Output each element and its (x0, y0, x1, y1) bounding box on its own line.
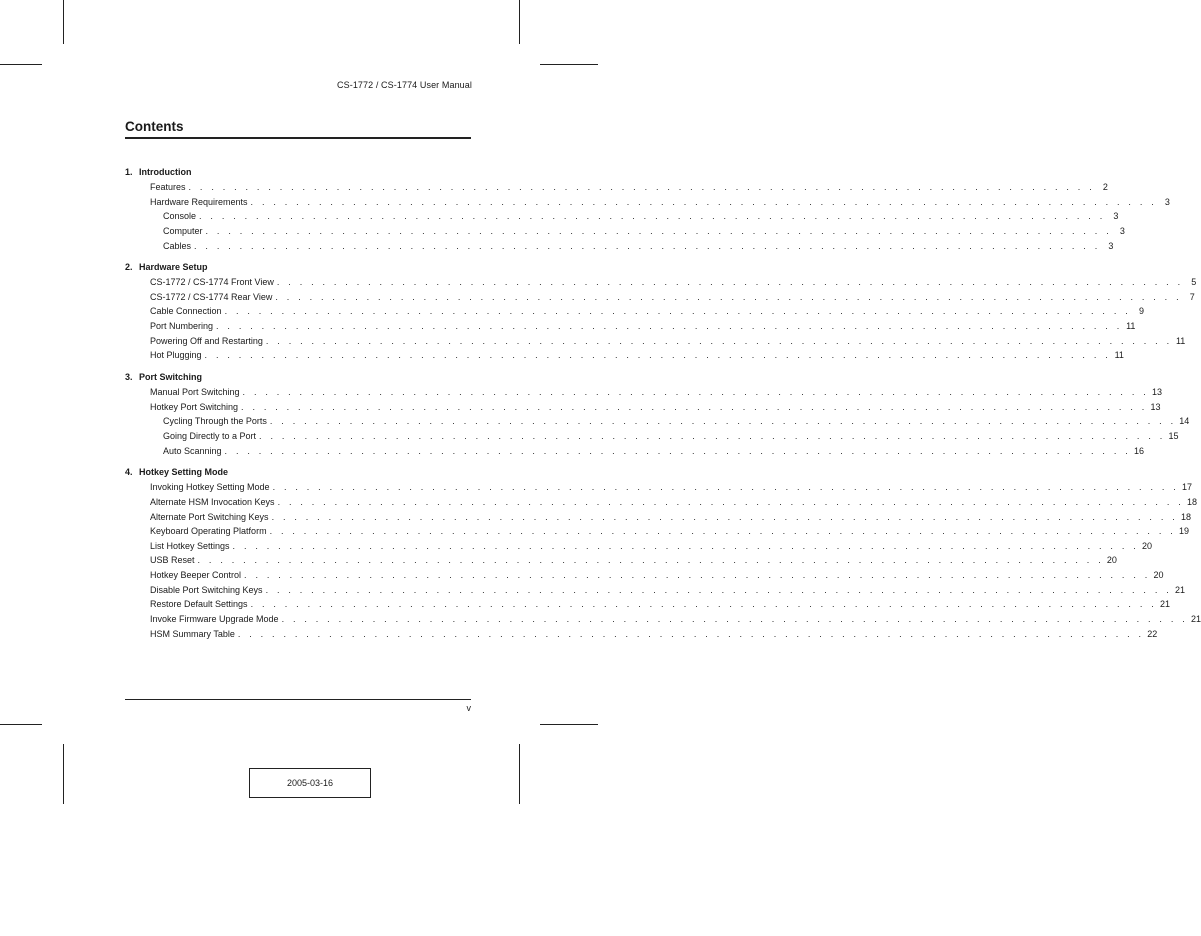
toc-entry-label: Hot Plugging (150, 350, 202, 361)
toc-entry-page: 21 (1174, 584, 1185, 595)
toc-entry-label: List Hotkey Settings (150, 540, 230, 551)
toc-section (125, 465, 1201, 641)
dot-leader: . . . . . . . . . . . . . . . . . . . . . . . . . . . . . . . . . . . . . . . . . . . . . . . . . . . . . . . . . . . . . . . . . . . . . . . . . . . . . . . . (216, 321, 1123, 332)
toc-entry-page: 20 (1141, 540, 1152, 551)
dot-leader: . . . . . . . . . . . . . . . . . . . . . . . . . . . . . . . . . . . . . . . . . . . . . . . . . . . . . . . . . . . . . . . . . . . . . . . . . . . . . . . . (276, 277, 1184, 288)
crop-mark (0, 724, 42, 725)
toc-entry[interactable] (125, 597, 1170, 612)
toc-entry-label: Manual Port Switching (150, 387, 240, 398)
dot-leader: . . . . . . . . . . . . . . . . . . . . . . . . . . . . . . . . . . . . . . . . . . . . . . . . . . . . . . . . . . . . . . . . . . . . . . . . . . . . . . . . (244, 570, 1151, 581)
toc-entry[interactable] (125, 627, 1158, 642)
toc-section-heading[interactable] (125, 370, 471, 385)
toc-entry[interactable] (125, 334, 1186, 349)
dot-leader: . . . . . . . . . . . . . . . . . . . . . . . . . . . . . . . . . . . . . . . . . . . . . . . . . . . . . . . . . . . . . . . . . . . . . . . . . . . . . . . . (277, 496, 1184, 507)
dot-leader: . . . . . . . . . . . . . . . . . . . . . . . . . . . . . . . . . . . . . . . . . . . . . . . . . . . . . . . . . . . . . . . . . . . . . . . . . . . . . . . . (232, 540, 1139, 551)
toc-entry[interactable] (125, 568, 1164, 583)
date-stamp-text: 2005-03-16 (286, 778, 334, 788)
toc-section-heading[interactable] (125, 260, 471, 275)
toc-entry[interactable] (125, 180, 1108, 195)
toc-entry-label: Invoking Hotkey Setting Mode (150, 482, 270, 493)
toc-entry[interactable] (125, 209, 1119, 224)
toc-entry-page: 11 (1126, 321, 1136, 332)
dot-leader: . . . . . . . . . . . . . . . . . . . . . . . . . . . . . . . . . . . . . . . . . . . . . . . . . . . . . . . . . . . . . . . . . . . . . . . . . . . . . . . . (197, 555, 1104, 566)
dot-leader: . . . . . . . . . . . . . . . . . . . . . . . . . . . . . . . . . . . . . . . . . . . . . . . . . . . . . . . . . . . . . . . . . . . . . . . . . . . . . . . . (271, 511, 1178, 522)
toc-entry-label: Port Numbering (150, 321, 214, 332)
crop-mark (540, 64, 598, 65)
toc-section (125, 165, 1170, 253)
crop-mark (0, 64, 42, 65)
toc-entry-page: 18 (1180, 511, 1191, 522)
toc-entry-page: 19 (1178, 526, 1189, 537)
toc-entry-page: 13 (1150, 401, 1161, 412)
dot-leader: . . . . . . . . . . . . . . . . . . . . . . . . . . . . . . . . . . . . . . . . . . . . . . . . . . . . . . . . . . . . . . . . . . . . . . . . . . . . . . . . (275, 291, 1182, 302)
dot-leader: . . . . . . . . . . . . . . . . . . . . . . . . . . . . . . . . . . . . . . . . . . . . . . . . . . . . . . . . . . . . . . . . . . . . . . . . . . . . . . . . (281, 614, 1188, 625)
toc-entry-label: Invoke Firmware Upgrade Mode (150, 614, 279, 625)
toc-entry[interactable] (125, 224, 1125, 239)
dot-leader: . . . . . . . . . . . . . . . . . . . . . . . . . . . . . . . . . . . . . . . . . . . . . . . . . . . . . . . . . . . . . . . . . . . . . . . . . . . . . . . . (269, 416, 1177, 427)
dot-leader: . . . . . . . . . . . . . . . . . . . . . . . . . . . . . . . . . . . . . . . . . . . . . . . . . . . . . . . . . . . . . . . . . . . . . . . . . . . . . . . . (224, 306, 1131, 317)
toc-entry[interactable] (125, 444, 1144, 459)
toc-entry-page: 3 (1119, 225, 1125, 236)
section-title: Introduction (139, 167, 192, 177)
toc-section-heading[interactable] (125, 465, 471, 480)
toc-entry-label: Hotkey Beeper Control (150, 570, 242, 581)
toc-entry[interactable] (125, 553, 1117, 568)
toc-entry[interactable] (125, 414, 1190, 429)
toc-entry-page: 3 (1108, 240, 1114, 251)
toc-section-heading[interactable] (125, 165, 471, 180)
toc-entry-label: CS-1772 / CS-1774 Front View (150, 277, 274, 288)
dot-leader: . . . . . . . . . . . . . . . . . . . . . . . . . . . . . . . . . . . . . . . . . . . . . . . . . . . . . . . . . . . . . . . . . . . . . . . . . . . . . . . . (265, 335, 1173, 346)
toc-entry-label: USB Reset (150, 555, 195, 566)
toc-entry-label: Alternate HSM Invocation Keys (150, 496, 275, 507)
running-header: CS-1772 / CS-1774 User Manual (337, 80, 472, 90)
section-title: Port Switching (139, 372, 202, 383)
dot-leader: . . . . . . . . . . . . . . . . . . . . . . . . . . . . . . . . . . . . . . . . . . . . . . . . . . . . . . . . . . . . . . . . . . . . . . . . . . . . . . . . (194, 240, 1101, 251)
toc-entry[interactable] (125, 480, 1192, 495)
table-of-contents (125, 165, 1201, 648)
toc-entry-page: 18 (1186, 496, 1197, 507)
dot-leader: . . . . . . . . . . . . . . . . . . . . . . . . . . . . . . . . . . . . . . . . . . . . . . . . . . . . . . . . . . . . . . . . . . . . . . . . . . . . . . . . (259, 430, 1166, 441)
toc-entry[interactable] (125, 539, 1152, 554)
crop-mark (519, 744, 520, 804)
toc-entry[interactable] (125, 524, 1189, 539)
dot-leader: . . . . . . . . . . . . . . . . . . . . . . . . . . . . . . . . . . . . . . . . . . . . . . . . . . . . . . . . . . . . . . . . . . . . . . . . . . . . . . . . (242, 387, 1149, 398)
toc-entry-label: Cable Connection (150, 306, 222, 317)
toc-entry-page: 11 (1175, 335, 1186, 346)
dot-leader: . . . . . . . . . . . . . . . . . . . . . . . . . . . . . . . . . . . . . . . . . . . . . . . . . . . . . . . . . . . . . . . . . . . . . . . . . . . . . . . . (269, 526, 1176, 537)
date-stamp (249, 768, 371, 798)
toc-section (125, 260, 1197, 363)
section-title: Hardware Setup (139, 262, 208, 273)
toc-entry-label: Alternate Port Switching Keys (150, 511, 269, 522)
toc-entry-label: Disable Port Switching Keys (150, 584, 263, 595)
section-title: Hotkey Setting Mode (139, 467, 229, 478)
dot-leader: . . . . . . . . . . . . . . . . . . . . . . . . . . . . . . . . . . . . . . . . . . . . . . . . . . . . . . . . . . . . . . . . . . . . . . . . . . . . . . . . (204, 350, 1111, 361)
toc-entry-label: Hotkey Port Switching (150, 401, 239, 412)
toc-entry-page: 7 (1189, 291, 1195, 302)
toc-entry-label: Keyboard Operating Platform (150, 526, 267, 537)
title-divider (125, 137, 471, 139)
toc-entry[interactable] (125, 319, 1136, 334)
crop-mark (540, 724, 598, 725)
dot-leader: . . . . . . . . . . . . . . . . . . . . . . . . . . . . . . . . . . . . . . . . . . . . . . . . . . . . . . . . . . . . . . . . . . . . . . . . . . . . . . . . (250, 196, 1157, 207)
toc-entry-label: Console (163, 211, 197, 222)
toc-entry-page: 2 (1102, 182, 1108, 192)
toc-entry[interactable] (125, 195, 1170, 210)
toc-entry-page: 20 (1153, 570, 1164, 581)
dot-leader: . . . . . . . . . . . . . . . . . . . . . . . . . . . . . . . . . . . . . . . . . . . . . . . . . . . . . . . . . . . . . . . . . . . . . . . . . . . . . . . . (188, 182, 1095, 192)
page-number: v (466, 703, 471, 713)
toc-entry-page: 22 (1147, 628, 1158, 639)
toc-entry[interactable] (125, 400, 1161, 415)
dot-leader: . . . . . . . . . . . . . . . . . . . . . . . . . . . . . . . . . . . . . . . . . . . . . . . . . . . . . . . . . . . . . . . . . . . . . . . . . . . . . . . . (265, 584, 1172, 595)
dot-leader: . . . . . . . . . . . . . . . . . . . . . . . . . . . . . . . . . . . . . . . . . . . . . . . . . . . . . . . . . . . . . . . . . . . . . . . . . . . . . . . . (205, 225, 1112, 236)
section-number: 3. (125, 372, 133, 383)
toc-entry-label: CS-1772 / CS-1774 Rear View (150, 291, 273, 302)
toc-entry[interactable] (125, 495, 1197, 510)
toc-entry-label: Auto Scanning (163, 445, 222, 456)
dot-leader: . . . . . . . . . . . . . . . . . . . . . . . . . . . . . . . . . . . . . . . . . . . . . . . . . . . . . . . . . . . . . . . . . . . . . . . . . . . . . . . . (272, 482, 1179, 493)
toc-entry-page: 14 (1179, 416, 1190, 427)
toc-entry-page: 16 (1133, 445, 1144, 456)
toc-entry-page: 9 (1138, 306, 1144, 317)
section-number: 4. (125, 467, 133, 478)
toc-entry[interactable] (125, 239, 1114, 254)
toc-entry[interactable] (125, 583, 1185, 598)
crop-mark (519, 0, 520, 44)
toc-entry-label: Cables (163, 240, 192, 251)
section-number: 1. (125, 167, 133, 177)
toc-entry-label: Restore Default Settings (150, 599, 248, 610)
toc-entry-page: 5 (1191, 277, 1197, 288)
page-title: Contents (125, 119, 184, 134)
dot-leader: . . . . . . . . . . . . . . . . . . . . . . . . . . . . . . . . . . . . . . . . . . . . . . . . . . . . . . . . . . . . . . . . . . . . . . . . . . . . . . . . (199, 211, 1106, 222)
crop-mark (63, 0, 64, 44)
dot-leader: . . . . . . . . . . . . . . . . . . . . . . . . . . . . . . . . . . . . . . . . . . . . . . . . . . . . . . . . . . . . . . . . . . . . . . . . . . . . . . . . (241, 401, 1148, 412)
toc-entry-label: Features (150, 182, 186, 192)
crop-mark (63, 744, 64, 804)
toc-entry[interactable] (125, 510, 1191, 525)
toc-entry[interactable] (125, 275, 1197, 290)
toc-entry-label: Computer (163, 225, 203, 236)
dot-leader: . . . . . . . . . . . . . . . . . . . . . . . . . . . . . . . . . . . . . . . . . . . . . . . . . . . . . . . . . . . . . . . . . . . . . . . . . . . . . . . . (224, 445, 1131, 456)
toc-section (125, 370, 1190, 458)
toc-entry-label: Powering Off and Restarting (150, 335, 263, 346)
dot-leader: . . . . . . . . . . . . . . . . . . . . . . . . . . . . . . . . . . . . . . . . . . . . . . . . . . . . . . . . . . . . . . . . . . . . . . . . . . . . . . . . (250, 599, 1157, 610)
toc-entry-page: 11 (1114, 350, 1124, 361)
toc-entry[interactable] (125, 385, 1162, 400)
toc-entry-page: 15 (1168, 430, 1179, 441)
toc-entry-page: 3 (1164, 196, 1170, 207)
toc-entry[interactable] (125, 348, 1124, 363)
toc-entry[interactable] (125, 429, 1179, 444)
footer-divider (125, 699, 471, 700)
dot-leader: . . . . . . . . . . . . . . . . . . . . . . . . . . . . . . . . . . . . . . . . . . . . . . . . . . . . . . . . . . . . . . . . . . . . . . . . . . . . . . . . (237, 628, 1145, 639)
toc-entry[interactable] (125, 612, 1201, 627)
toc-entry-label: Hardware Requirements (150, 196, 248, 207)
section-number: 2. (125, 262, 133, 273)
toc-entry-page: 21 (1190, 614, 1201, 625)
toc-entry-label: Cycling Through the Ports (163, 416, 267, 427)
toc-entry-label: HSM Summary Table (150, 628, 235, 639)
toc-entry[interactable] (125, 290, 1195, 305)
toc-entry[interactable] (125, 304, 1144, 319)
toc-entry-page: 3 (1113, 211, 1119, 222)
toc-entry-page: 17 (1181, 482, 1192, 493)
toc-entry-page: 13 (1151, 387, 1162, 398)
toc-entry-page: 21 (1159, 599, 1170, 610)
toc-entry-page: 20 (1106, 555, 1117, 566)
toc-entry-label: Going Directly to a Port (163, 430, 257, 441)
